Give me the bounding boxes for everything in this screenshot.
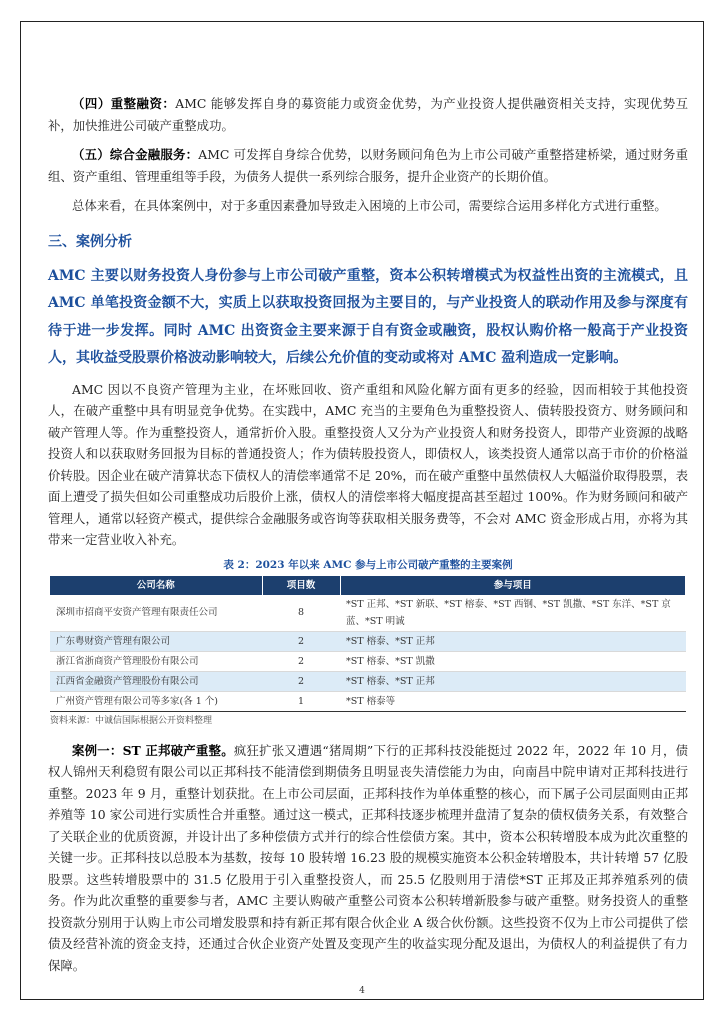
page-number: 4 xyxy=(359,986,365,996)
table-row xyxy=(50,691,686,711)
company-cell: 广州资产管理有限公司等多家(各 1 个) xyxy=(50,691,262,711)
case-table xyxy=(50,557,686,728)
company-cell: 江西省金融资产管理股份有限公司 xyxy=(50,671,262,691)
column-header: 参与项目 xyxy=(340,576,686,595)
case-paragraph xyxy=(48,740,688,977)
projects-cell: *ST 榕泰等 xyxy=(340,691,686,711)
company-cell: 深圳市招商平安资产管理有限责任公司 xyxy=(50,595,262,632)
case-text: 疯狂扩张又遭遇“猪周期”下行的正邦科技没能挺过 2022 年，2022 年 10 月，债权人锦州天利稳贸有限公司以正邦科技不能清偿到期债务且明显丧失清偿能力为由，向南昌中院申请对正邦科技进行重整。2023 年 9 月，重整计划获批。在上市公司层面，正邦科技作为单体重整的核心，而下属子公司层面则由正邦养殖等 10 家公司进行实质性合并重整。通过这一模式，正邦科技逐步梳理并盘清了复杂的债权债务关系，有效整合了关联企业的优质资源，并设计出了多种偿债方式并行的综合性偿债方案。其中，资本公积转增股本成为此次重整的关键一步。正邦科技以总股本为基数，按每 10 股转增 16.23 股的规模实施资本公积金转增股本，共计转增 57 亿股股票。这些转增股票中的 31.5 亿股用于引入重整投资人，而 25.5 亿股则用于清偿*ST 正邦及正邦养殖系列的债务。作为此次重整的重要参与者，AMC 主要认购破产重整公司资本公积转增新股参与破产重整。财务投资人的重整投资款分别用于认购上市公司增发股票和持有新正邦有限合伙企业 A 级合伙份额。这些投资不仅为上市公司提供了偿债及经营补流的资金支持，还通过合伙企业资产处置及变现产生的收益实现分配及退出，为债权人的利益提供了有力保障。 xyxy=(48,742,688,973)
projects-cell: *ST 榕泰、*ST 正邦 xyxy=(340,671,686,691)
table-row xyxy=(50,671,686,691)
amc-cases-table xyxy=(50,576,686,712)
count-cell: 2 xyxy=(262,631,340,651)
count-cell: 2 xyxy=(262,651,340,671)
paragraph-restructuring-financing xyxy=(48,93,688,136)
table-header-row xyxy=(50,576,686,595)
case-title: 案例一：ST 正邦破产重整。 xyxy=(72,742,234,758)
projects-cell: *ST 榕泰、*ST 正邦 xyxy=(340,631,686,651)
table-title: 表 2：2023 年以来 AMC 参与上市公司破产重整的主要案例 xyxy=(223,558,513,571)
paragraph-text: AMC 可发挥自身综合优势，以财务顾问角色为上市公司破产重整搭建桥梁，通过财务重组、资产重组、管理重组等手段，为债务人提供一系列综合服务，提升企业资产的长期价值。 xyxy=(48,147,688,184)
emphasis-paragraph: AMC 主要以财务投资人身份参与上市公司破产重整，资本公积转增模式为权益性出资的主流模式，且 AMC 单笔投资金额不大，实质上以获取投资回报为主要目的，与产业投资人的联动作用及参与深度有待于进一步发挥。同时 AMC 出资资金主要来源于自有资金或融资，股权认购价格一般高于产业投资人，其收益受股票价格波动影响较大，后续公允价值的变动或将对 AMC 盈利造成一定影响。 xyxy=(48,267,688,366)
company-cell: 浙江省浙商资产管理股份有限公司 xyxy=(50,651,262,671)
document-body xyxy=(48,93,688,976)
column-header: 项目数 xyxy=(262,576,340,595)
count-cell: 1 xyxy=(262,691,340,711)
paragraph-comprehensive-financial-services xyxy=(48,144,688,187)
paragraph-lead: （四）重整融资： xyxy=(72,96,176,111)
company-cell: 广东粤财资产管理有限公司 xyxy=(50,631,262,651)
paragraph-lead: （五）综合金融服务： xyxy=(72,147,199,162)
section-heading: 三、案例分析 xyxy=(48,233,132,250)
table-row xyxy=(50,651,686,671)
table-row xyxy=(50,595,686,632)
table-row xyxy=(50,631,686,651)
body-paragraph: AMC 因以不良资产管理为主业，在坏账回收、资产重组和风险化解方面有更多的经验，因而相较于其他投资人，在破产重整中具有明显竞争优势。在实践中，AMC 充当的主要角色为重整投资人、债转股投资方、财务顾问和破产管理人等。作为重整投资人，通常折价入股。重整投资人又分为产业投资人和财务投资人，即带产业资源的战略投资人和以获取财务回报为目标的普通投资人；作为债转股投资人，即债权人，该类投资人通常以高于市价的价格溢价转股。因企业在破产清算状态下债权人的清偿率通常不足 20%，而在破产重整中虽然债权人大幅溢价取得股票，表面上遭受了损失但如公司重整成功后股价上涨，债权人的清偿率将大幅度提高甚至超过 100%。作为财务顾问和破产管理人，通常以轻资产模式，提供综合金融服务或咨询等获取相关服务费等，不会对 AMC 资金形成占用，亦将为其带来一定营业收入补充。 xyxy=(48,381,688,547)
projects-cell: *ST 正邦、*ST 新联、*ST 榕泰、*ST 西钢、*ST 凯撒、*ST 东洋、*ST 京蓝、*ST 明诚 xyxy=(340,595,686,632)
count-cell: 8 xyxy=(262,595,340,632)
paragraph-summary: 总体来看，在具体案例中，对于多重因素叠加导致走入困境的上市公司，需要综合运用多样化方式进行重整。 xyxy=(72,198,667,213)
projects-cell: *ST 榕泰、*ST 凯撒 xyxy=(340,651,686,671)
count-cell: 2 xyxy=(262,671,340,691)
column-header: 公司名称 xyxy=(50,576,262,595)
table-source-note: 资料来源：中诚信国际根据公开资料整理 xyxy=(50,715,213,726)
paragraph-text: AMC 能够发挥自身的募资能力或资金优势，为产业投资人提供融资相关支持，实现优势互补，加快推进公司破产重整成功。 xyxy=(48,96,688,133)
